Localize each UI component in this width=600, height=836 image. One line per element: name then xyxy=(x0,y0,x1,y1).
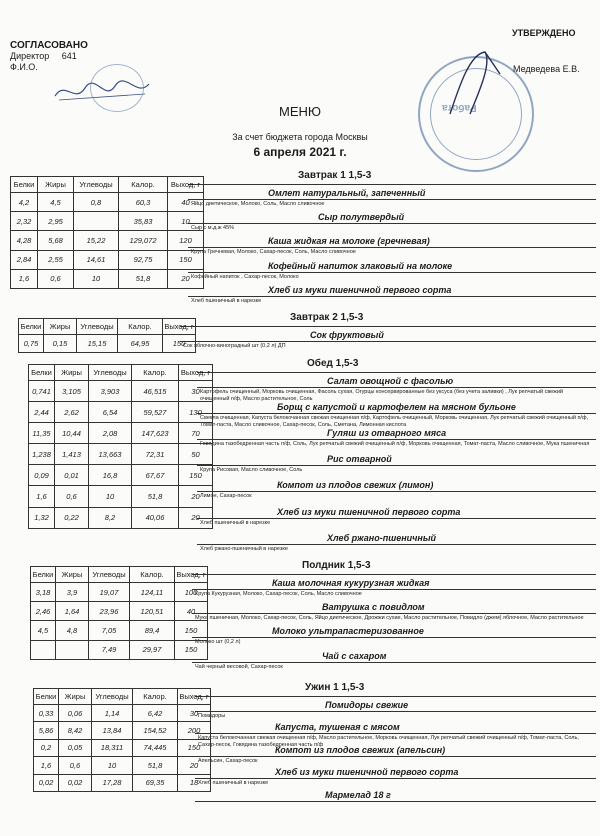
nutrition-value: 120,51 xyxy=(130,602,175,621)
nutrition-value: 2,44 xyxy=(29,402,55,423)
table-row xyxy=(34,774,211,791)
nutrition-table xyxy=(30,566,208,660)
nutrition-value: 10 xyxy=(168,212,204,231)
nutrition-value: 150 xyxy=(175,621,208,640)
table-row xyxy=(31,602,208,621)
nutrition-value: 0,09 xyxy=(29,465,55,486)
nutrition-value: 154,52 xyxy=(133,722,178,739)
nutrition-value: 4,5 xyxy=(31,621,56,640)
nutrition-value: 0,8 xyxy=(74,193,119,212)
nutrition-value xyxy=(74,212,119,231)
nutrition-value: 0,6 xyxy=(38,269,74,288)
nutrition-value: 6,42 xyxy=(133,705,178,722)
nutrition-value: 72,31 xyxy=(132,444,179,465)
table-header-row xyxy=(19,319,196,335)
ingredients: Хлеб ржано-пшеничный в нарезке xyxy=(200,545,288,552)
table-row xyxy=(34,757,211,774)
nutrition-value: 0,02 xyxy=(59,774,92,791)
nutrition-table xyxy=(33,688,211,792)
nutrition-value: 30 xyxy=(179,381,213,402)
nutrition-table xyxy=(18,318,196,353)
dish-name: Борщ с капустой и картофелем на мясном бульоне xyxy=(277,402,516,413)
table-row xyxy=(31,640,208,659)
nutrition-value: 147,623 xyxy=(132,423,179,444)
dish-divider xyxy=(197,491,596,492)
dish-name: Сок фруктовый xyxy=(310,330,384,340)
meal-title: Полдник 1,5-3 xyxy=(302,560,371,571)
nutrition-value: 0,06 xyxy=(59,705,92,722)
dish-divider xyxy=(197,544,596,545)
nutrition-value: 15,22 xyxy=(74,231,119,250)
nutrition-value: 150 xyxy=(179,465,213,486)
table-row xyxy=(11,231,204,250)
nutrition-value: 35,83 xyxy=(119,212,168,231)
column-header: Углеводы xyxy=(92,689,133,705)
ingredients: Крупа Кукурузная, Молоко, Сахар-песок, Соль, Масло сливочное xyxy=(195,591,362,597)
nutrition-value: 1,6 xyxy=(34,757,59,774)
ingredients: Картофель очищенный, Морковь очищенная, Фасоль сухая, Огурцы консервированные без уксуса (без учета заливки) , Лук репчатый свежий очищенный п/ф, Масло растительное, Соль xyxy=(200,389,564,402)
dish-divider xyxy=(192,637,596,638)
column-header: Белки xyxy=(34,689,59,705)
nutrition-value: 2,08 xyxy=(89,423,132,444)
meal-title-underline xyxy=(197,372,596,373)
column-header: Углеводы xyxy=(89,567,130,583)
ingredients: Сыр с м.д.ж 45% xyxy=(191,225,235,232)
nutrition-value: 7,05 xyxy=(89,621,130,640)
nutrition-value: 1,6 xyxy=(29,486,55,507)
nutrition-value: 0,741 xyxy=(29,381,55,402)
table-row xyxy=(29,465,213,486)
nutrition-value: 10 xyxy=(74,269,119,288)
nutrition-value: 3,105 xyxy=(55,381,89,402)
nutrition-value: 100 xyxy=(175,583,208,602)
dish-divider xyxy=(195,711,596,712)
column-header: Жиры xyxy=(38,177,74,193)
nutrition-value: 89,4 xyxy=(130,621,175,640)
nutrition-value: 40 xyxy=(168,193,204,212)
meal-title-underline xyxy=(195,696,596,697)
column-header: Калор. xyxy=(119,177,168,193)
ingredients: Сок яблочно-виноградный шт (0,2 л) ДП xyxy=(183,343,286,349)
dish-name: Мармелад 18 г xyxy=(325,789,391,800)
table-header-row xyxy=(29,365,213,381)
ingredients: Молоко шт (0,2 л) xyxy=(195,639,241,646)
nutrition-value: 124,11 xyxy=(130,583,175,602)
column-header: Калор. xyxy=(133,689,178,705)
ingredients: Хлеб пшеничный в нарезке xyxy=(200,519,271,526)
meal-title-underline xyxy=(180,326,596,327)
nutrition-value: 3,9 xyxy=(56,583,89,602)
table-header-row xyxy=(31,567,208,583)
dish-divider xyxy=(197,518,596,519)
nutrition-value: 1,6 xyxy=(11,269,38,288)
column-header: Углеводы xyxy=(77,319,118,335)
dish-divider xyxy=(197,413,596,414)
table-row xyxy=(19,335,196,353)
ingredients: Лимон, Сахар-песок xyxy=(200,493,252,500)
column-header: Углеводы xyxy=(74,177,119,193)
nutrition-value: 20 xyxy=(179,507,213,528)
nutrition-value: 3,903 xyxy=(89,381,132,402)
ingredients: Чай черный весовой, Сахар-песок xyxy=(195,663,283,670)
ingredients: Хлеб пшеничный в нарезке xyxy=(191,297,262,304)
signer-name: Медведева Е.В. xyxy=(513,64,580,74)
nutrition-value: 6,54 xyxy=(89,402,132,423)
nutrition-value: 19,07 xyxy=(89,583,130,602)
column-header: Выход, г xyxy=(175,567,208,583)
nutrition-value: 4,8 xyxy=(56,621,89,640)
nutrition-value: 1,238 xyxy=(29,444,55,465)
nutrition-value: 20 xyxy=(168,269,204,288)
table-row xyxy=(31,583,208,602)
nutrition-value: 23,96 xyxy=(89,602,130,621)
nutrition-value: 14,61 xyxy=(74,250,119,269)
ingredients: Свекла очищенная, Капуста белокочанная свежая очищенная п/ф, Картофель очищенный, Морковь очищенная, Лук репчатый свежий очищенный п/ф, Томат-паста, Масло сливочное, Сахар-песок, Соль, Сметана, Лимонная кислота xyxy=(200,415,589,428)
nutrition-value: 2,84 xyxy=(11,250,38,269)
nutrition-value: 74,445 xyxy=(133,739,178,756)
dish-name: Салат овощной с фасолью xyxy=(327,376,454,386)
nutrition-value: 2,46 xyxy=(31,602,56,621)
nutrition-table xyxy=(10,176,204,289)
column-header: Калор. xyxy=(118,319,163,335)
table-row xyxy=(11,212,204,231)
column-header: Выход, г xyxy=(179,365,213,381)
dish-name: Сыр полутвердый xyxy=(318,212,405,223)
dish-name: Каша жидкая на молоке (гречневая) xyxy=(268,236,430,247)
dish-name: Молоко ультрапастеризованное xyxy=(272,626,424,637)
nutrition-value: 15,15 xyxy=(77,335,118,353)
dish-divider xyxy=(197,465,596,466)
nutrition-value: 2,32 xyxy=(11,212,38,231)
nutrition-value: 18,311 xyxy=(92,739,133,756)
nutrition-value: 46,515 xyxy=(132,381,179,402)
dish-divider xyxy=(195,801,596,802)
nutrition-value: 0,15 xyxy=(44,335,77,353)
nutrition-value xyxy=(56,640,89,659)
dish-divider xyxy=(188,199,596,200)
nutrition-value: 2,55 xyxy=(38,250,74,269)
ingredients: Помидоры xyxy=(198,713,226,719)
dish-name: Хлеб из муки пшеничной первого сорта xyxy=(268,284,452,295)
dish-divider xyxy=(192,662,596,663)
approved-title: УТВЕРЖДЕНО xyxy=(512,28,576,38)
nutrition-value: 4,5 xyxy=(38,193,74,212)
dish-divider xyxy=(188,272,596,273)
nutrition-value: 200 xyxy=(178,722,211,739)
nutrition-value: 20 xyxy=(178,757,211,774)
nutrition-value: 10,44 xyxy=(55,423,89,444)
column-header: Белки xyxy=(31,567,56,583)
nutrition-value: 3,18 xyxy=(31,583,56,602)
dish-name: Хлеб ржано-пшеничный xyxy=(327,532,437,543)
dish-name: Кофейный напиток злаковый на молоке xyxy=(268,260,453,271)
nutrition-value: 0,02 xyxy=(34,774,59,791)
nutrition-value: 60,3 xyxy=(119,193,168,212)
meal-title: Ужин 1 1,5-3 xyxy=(305,682,365,693)
dish-name: Чай с сахаром xyxy=(322,650,387,661)
column-header: Белки xyxy=(29,365,55,381)
nutrition-value: 120 xyxy=(168,231,204,250)
nutrition-value: 30 xyxy=(178,705,211,722)
dish-divider xyxy=(197,387,596,388)
nutrition-value: 59,527 xyxy=(132,402,179,423)
school-number: 641 xyxy=(61,51,77,61)
column-header: Углеводы xyxy=(89,365,132,381)
nutrition-value: 50 xyxy=(179,444,213,465)
column-header: Белки xyxy=(19,319,44,335)
nutrition-value: 51,8 xyxy=(133,757,178,774)
nutrition-value: 13,663 xyxy=(89,444,132,465)
nutrition-value: 8,2 xyxy=(89,507,132,528)
dish-name: Рис отварной xyxy=(327,454,392,465)
table-row xyxy=(34,722,211,739)
nutrition-value: 13,84 xyxy=(92,722,133,739)
dish-name: Хлеб из муки пшеничной первого сорта xyxy=(275,767,459,778)
column-header: Калор. xyxy=(132,365,179,381)
doc-title: МЕНЮ xyxy=(278,104,322,119)
nutrition-value: 16,8 xyxy=(89,465,132,486)
dish-divider xyxy=(180,341,596,342)
table-row xyxy=(34,705,211,722)
nutrition-value: 150 xyxy=(168,250,204,269)
nutrition-value: 29,97 xyxy=(130,640,175,659)
dish-name: Омлет натуральный, запеченный xyxy=(268,188,426,198)
dish-name: Хлеб из муки пшеничной первого сорта xyxy=(277,506,461,517)
column-header: Жиры xyxy=(59,689,92,705)
nutrition-value: 0,2 xyxy=(34,739,59,756)
nutrition-value: 1,14 xyxy=(92,705,133,722)
nutrition-value: 0,6 xyxy=(55,486,89,507)
table-header-row xyxy=(34,689,211,705)
ingredients: Крупа Рисовая, Масло сливочное, Соль xyxy=(200,467,303,474)
table-row xyxy=(29,444,213,465)
nutrition-value: 18 xyxy=(178,774,211,791)
nutrition-value: 1,413 xyxy=(55,444,89,465)
dish-divider xyxy=(192,589,596,590)
dish-name: Ватрушка с повидлом xyxy=(322,602,425,613)
nutrition-value: 51,8 xyxy=(132,486,179,507)
table-row xyxy=(29,507,213,528)
dish-divider xyxy=(188,247,596,248)
ingredients: Капуста белокочанная свежая очищенная п/ф, Масло растительное, Морковь очищенная, Лук репчатый свежий очищенный п/ф, Томат-паста, Соль, Сахар-песок, Говядина тазобедренная часть п/ф xyxy=(198,735,579,748)
dish-divider xyxy=(195,756,596,757)
table-row xyxy=(34,739,211,756)
nutrition-value: 17,28 xyxy=(92,774,133,791)
table-row xyxy=(29,423,213,444)
nutrition-value: 10 xyxy=(92,757,133,774)
dish-name: Помидоры свежие xyxy=(325,700,409,710)
column-header: Калор. xyxy=(130,567,175,583)
nutrition-value: 7,49 xyxy=(89,640,130,659)
column-header: Белки xyxy=(11,177,38,193)
column-header: Выход, г xyxy=(163,319,196,335)
nutrition-value: 11,35 xyxy=(29,423,55,444)
stamp-text: Работа xyxy=(442,102,477,113)
ingredients: Яйцо диетическое, Молоко, Соль, Масло сливочное xyxy=(191,201,325,207)
nutrition-value: 0,05 xyxy=(59,739,92,756)
table-row xyxy=(11,250,204,269)
table-row xyxy=(29,402,213,423)
doc-subtitle: За счет бюджета города Москвы xyxy=(232,132,368,142)
table-row xyxy=(31,621,208,640)
table-row xyxy=(11,269,204,288)
dish-divider xyxy=(188,223,596,224)
dish-name: Каша молочная кукурузная жидкая xyxy=(272,578,430,588)
ingredients: Кофейный напиток , Сахар-песок, Молоко xyxy=(191,273,299,280)
ingredients: Апельсин, Сахар-песок xyxy=(198,757,258,764)
nutrition-value: 0,6 xyxy=(59,757,92,774)
nutrition-value: 0,01 xyxy=(55,465,89,486)
approval-title: СОГЛАСОВАНО xyxy=(10,40,88,51)
column-header: Жиры xyxy=(44,319,77,335)
nutrition-value: 130 xyxy=(179,402,213,423)
nutrition-value: 0,75 xyxy=(19,335,44,353)
nutrition-value: 150 xyxy=(175,640,208,659)
nutrition-value: 67,67 xyxy=(132,465,179,486)
table-row xyxy=(11,193,204,212)
meal-title-underline xyxy=(188,184,596,185)
dish-name: Компот из плодов свежих (лимон) xyxy=(277,480,434,491)
nutrition-value: 1,32 xyxy=(29,507,55,528)
nutrition-value: 5,68 xyxy=(38,231,74,250)
nutrition-value: 51,8 xyxy=(119,269,168,288)
doc-date: 6 апреля 2021 г. xyxy=(253,145,347,159)
nutrition-value: 64,95 xyxy=(118,335,163,353)
nutrition-table xyxy=(28,364,213,529)
ingredients: Крупа Гречневая, Молоко, Сахар-песок, Соль, Масло сливочное xyxy=(191,249,356,256)
nutrition-value: 40,06 xyxy=(132,507,179,528)
table-row xyxy=(29,486,213,507)
column-header: Жиры xyxy=(55,365,89,381)
nutrition-value: 150 xyxy=(178,739,211,756)
nutrition-value: 8,42 xyxy=(59,722,92,739)
director-label: Директор xyxy=(10,51,50,61)
nutrition-value: 1,64 xyxy=(56,602,89,621)
ingredients: Мука пшеничная, Молоко, Сахар-песок, Соль, Яйцо диетическое, Дрожжи сухие, Масло растительное, Повидло (джем) яблочное, Масло растительное xyxy=(195,615,584,622)
table-header-row xyxy=(11,177,204,193)
nutrition-value: 4,28 xyxy=(11,231,38,250)
nutrition-value: 40 xyxy=(175,602,208,621)
nutrition-value: 69,35 xyxy=(133,774,178,791)
ingredients: Говядина тазобедренная часть п/ф, Соль, Лук репчатый свежий очищенный п/ф, Морковь очищенная, Томат-паста, Масло сливочное, Мука пшеничная xyxy=(200,441,590,448)
nutrition-value: 92,75 xyxy=(119,250,168,269)
ingredients: Хлеб пшеничный в нарезке xyxy=(198,780,269,787)
table-row xyxy=(29,381,213,402)
column-header: Жиры xyxy=(56,567,89,583)
approval-block-left xyxy=(10,40,88,73)
nutrition-value: 0,22 xyxy=(55,507,89,528)
meal-title: Завтрак 2 1,5-3 xyxy=(290,312,364,323)
nutrition-value: 20 xyxy=(179,486,213,507)
nutrition-value: 150 xyxy=(163,335,196,353)
nutrition-value: 70 xyxy=(179,423,213,444)
dish-name: Компот из плодов свежих (апельсин) xyxy=(275,744,446,755)
fio-label: Ф.И.О. xyxy=(10,62,38,72)
nutrition-value: 5,86 xyxy=(34,722,59,739)
nutrition-value: 0,33 xyxy=(34,705,59,722)
column-header: Выход, г xyxy=(168,177,204,193)
meal-title: Обед 1,5-3 xyxy=(307,358,359,369)
nutrition-value: 2,62 xyxy=(55,402,89,423)
meal-title-underline xyxy=(192,574,596,575)
column-header: Выход, г xyxy=(178,689,211,705)
nutrition-value xyxy=(31,640,56,659)
dish-name: Капуста, тушеная с мясом xyxy=(275,722,400,733)
dish-divider xyxy=(188,296,596,297)
meal-title: Завтрак 1 1,5-3 xyxy=(298,170,372,181)
dish-name: Гуляш из отварного мяса xyxy=(327,428,447,439)
nutrition-value: 129,072 xyxy=(119,231,168,250)
nutrition-value: 2,95 xyxy=(38,212,74,231)
nutrition-value: 4,2 xyxy=(11,193,38,212)
nutrition-value: 10 xyxy=(89,486,132,507)
